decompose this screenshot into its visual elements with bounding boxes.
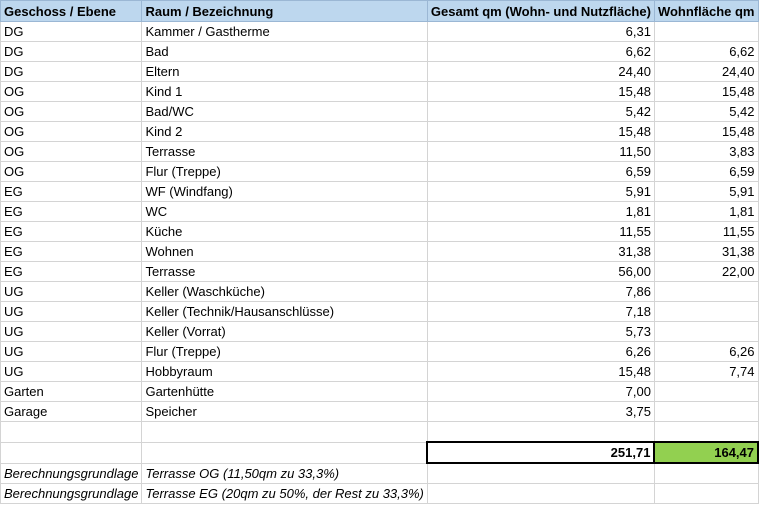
cell-geschoss[interactable]: EG — [1, 202, 142, 222]
empty-cell[interactable] — [1, 442, 142, 463]
cell-gesamt-qm[interactable]: 6,31 — [427, 22, 654, 42]
cell-gesamt-qm[interactable]: 3,75 — [427, 402, 654, 422]
cell-wohnflaeche[interactable]: 22,00 — [654, 262, 758, 282]
table-row — [1, 342, 759, 362]
cell-gesamt-qm[interactable]: 5,91 — [427, 182, 654, 202]
cell-wohnflaeche[interactable]: 6,62 — [654, 42, 758, 62]
empty-cell[interactable] — [142, 442, 427, 463]
cell-raum[interactable]: Terrasse — [142, 262, 427, 282]
table-row — [1, 202, 759, 222]
cell-geschoss[interactable]: EG — [1, 242, 142, 262]
cell-geschoss[interactable]: DG — [1, 42, 142, 62]
cell-raum[interactable]: Kind 2 — [142, 122, 427, 142]
table-row — [1, 242, 759, 262]
cell-geschoss[interactable]: DG — [1, 22, 142, 42]
cell-gesamt-qm[interactable]: 15,48 — [427, 362, 654, 382]
empty-cell[interactable] — [654, 422, 758, 443]
empty-row — [1, 422, 759, 443]
cell-raum[interactable]: Speicher — [142, 402, 427, 422]
cell-wohnflaeche[interactable] — [654, 322, 758, 342]
table-row — [1, 362, 759, 382]
cell-raum[interactable]: Küche — [142, 222, 427, 242]
note-row — [1, 463, 759, 484]
table-row — [1, 42, 759, 62]
cell-geschoss[interactable]: UG — [1, 322, 142, 342]
cell-raum[interactable]: WF (Windfang) — [142, 182, 427, 202]
cell-wohnflaeche[interactable] — [654, 402, 758, 422]
cell-raum[interactable]: Terrasse — [142, 142, 427, 162]
total-wohnflaeche[interactable]: 164,47 — [654, 442, 758, 463]
cell-raum[interactable]: Flur (Treppe) — [142, 162, 427, 182]
cell-raum[interactable]: Keller (Waschküche) — [142, 282, 427, 302]
cell-geschoss[interactable]: EG — [1, 262, 142, 282]
cell-gesamt-qm[interactable]: 7,00 — [427, 382, 654, 402]
table-row — [1, 82, 759, 102]
cell-geschoss[interactable]: OG — [1, 122, 142, 142]
table-row — [1, 62, 759, 82]
cell-raum[interactable]: Kammer / Gastherme — [142, 22, 427, 42]
table-row — [1, 182, 759, 202]
cell-gesamt-qm[interactable]: 15,48 — [427, 122, 654, 142]
cell-raum[interactable]: Flur (Treppe) — [142, 342, 427, 362]
cell-wohnflaeche[interactable]: 31,38 — [654, 242, 758, 262]
table-row — [1, 162, 759, 182]
cell-gesamt-qm[interactable]: 1,81 — [427, 202, 654, 222]
cell-geschoss[interactable]: DG — [1, 62, 142, 82]
table-row — [1, 262, 759, 282]
cell-wohnflaeche[interactable] — [654, 22, 758, 42]
table-row — [1, 102, 759, 122]
cell-raum[interactable]: Keller (Vorrat) — [142, 322, 427, 342]
cell-wohnflaeche[interactable] — [654, 302, 758, 322]
table-row — [1, 302, 759, 322]
note-text[interactable]: Terrasse EG (20qm zu 50%, der Rest zu 33,3%) — [142, 484, 427, 504]
header-geschoss[interactable]: Geschoss / Ebene — [1, 1, 142, 22]
cell-geschoss[interactable]: Garage — [1, 402, 142, 422]
cell-wohnflaeche[interactable]: 6,59 — [654, 162, 758, 182]
empty-cell[interactable] — [654, 463, 758, 484]
cell-gesamt-qm[interactable]: 15,48 — [427, 82, 654, 102]
note-label[interactable]: Berechnungsgrundlage — [1, 463, 142, 484]
header-gesamt-qm[interactable]: Gesamt qm (Wohn- und Nutzfläche) — [427, 1, 654, 22]
cell-wohnflaeche[interactable] — [654, 382, 758, 402]
header-wohnflaeche[interactable]: Wohnfläche qm — [654, 1, 758, 22]
table-row — [1, 322, 759, 342]
table-row — [1, 222, 759, 242]
table-row — [1, 122, 759, 142]
cell-gesamt-qm[interactable]: 5,42 — [427, 102, 654, 122]
cell-gesamt-qm[interactable]: 56,00 — [427, 262, 654, 282]
cell-raum[interactable]: WC — [142, 202, 427, 222]
cell-geschoss[interactable]: UG — [1, 362, 142, 382]
header-raum[interactable]: Raum / Bezeichnung — [142, 1, 427, 22]
cell-raum[interactable]: Gartenhütte — [142, 382, 427, 402]
cell-wohnflaeche[interactable]: 6,26 — [654, 342, 758, 362]
empty-cell[interactable] — [142, 422, 427, 443]
cell-geschoss[interactable]: OG — [1, 162, 142, 182]
empty-cell[interactable] — [427, 463, 654, 484]
empty-cell[interactable] — [654, 484, 758, 504]
cell-geschoss[interactable]: UG — [1, 302, 142, 322]
table-row — [1, 22, 759, 42]
cell-raum[interactable]: Hobbyraum — [142, 362, 427, 382]
cell-wohnflaeche[interactable]: 1,81 — [654, 202, 758, 222]
empty-cell[interactable] — [427, 422, 654, 443]
total-row — [1, 442, 759, 463]
header-row — [1, 1, 759, 22]
cell-geschoss[interactable]: UG — [1, 282, 142, 302]
table-row — [1, 382, 759, 402]
empty-cell[interactable] — [1, 422, 142, 443]
total-gesamt-qm[interactable]: 251,71 — [427, 442, 654, 463]
cell-gesamt-qm[interactable]: 11,50 — [427, 142, 654, 162]
cell-wohnflaeche[interactable] — [654, 282, 758, 302]
table-row — [1, 402, 759, 422]
cell-gesamt-qm[interactable]: 11,55 — [427, 222, 654, 242]
cell-raum[interactable]: Kind 1 — [142, 82, 427, 102]
cell-wohnflaeche[interactable]: 5,91 — [654, 182, 758, 202]
note-row — [1, 484, 759, 504]
cell-wohnflaeche[interactable]: 24,40 — [654, 62, 758, 82]
cell-wohnflaeche[interactable]: 15,48 — [654, 122, 758, 142]
cell-geschoss[interactable]: OG — [1, 102, 142, 122]
cell-raum[interactable]: Wohnen — [142, 242, 427, 262]
cell-raum[interactable]: Bad/WC — [142, 102, 427, 122]
cell-geschoss[interactable]: OG — [1, 82, 142, 102]
cell-gesamt-qm[interactable]: 7,18 — [427, 302, 654, 322]
table-row — [1, 142, 759, 162]
cell-raum[interactable]: Keller (Technik/Hausanschlüsse) — [142, 302, 427, 322]
cell-gesamt-qm[interactable]: 7,86 — [427, 282, 654, 302]
cell-raum[interactable]: Bad — [142, 42, 427, 62]
cell-gesamt-qm[interactable]: 6,59 — [427, 162, 654, 182]
cell-geschoss[interactable]: EG — [1, 182, 142, 202]
note-label[interactable]: Berechnungsgrundlage — [1, 484, 142, 504]
cell-raum[interactable]: Eltern — [142, 62, 427, 82]
empty-cell[interactable] — [427, 484, 654, 504]
cell-gesamt-qm[interactable]: 6,26 — [427, 342, 654, 362]
cell-geschoss[interactable]: OG — [1, 142, 142, 162]
cell-wohnflaeche[interactable]: 11,55 — [654, 222, 758, 242]
cell-wohnflaeche[interactable]: 7,74 — [654, 362, 758, 382]
cell-geschoss[interactable]: UG — [1, 342, 142, 362]
cell-wohnflaeche[interactable]: 3,83 — [654, 142, 758, 162]
cell-gesamt-qm[interactable]: 5,73 — [427, 322, 654, 342]
cell-gesamt-qm[interactable]: 24,40 — [427, 62, 654, 82]
cell-wohnflaeche[interactable]: 5,42 — [654, 102, 758, 122]
cell-wohnflaeche[interactable]: 15,48 — [654, 82, 758, 102]
table-row — [1, 282, 759, 302]
cell-gesamt-qm[interactable]: 31,38 — [427, 242, 654, 262]
cell-geschoss[interactable]: EG — [1, 222, 142, 242]
cell-gesamt-qm[interactable]: 6,62 — [427, 42, 654, 62]
note-text[interactable]: Terrasse OG (11,50qm zu 33,3%) — [142, 463, 427, 484]
cell-geschoss[interactable]: Garten — [1, 382, 142, 402]
